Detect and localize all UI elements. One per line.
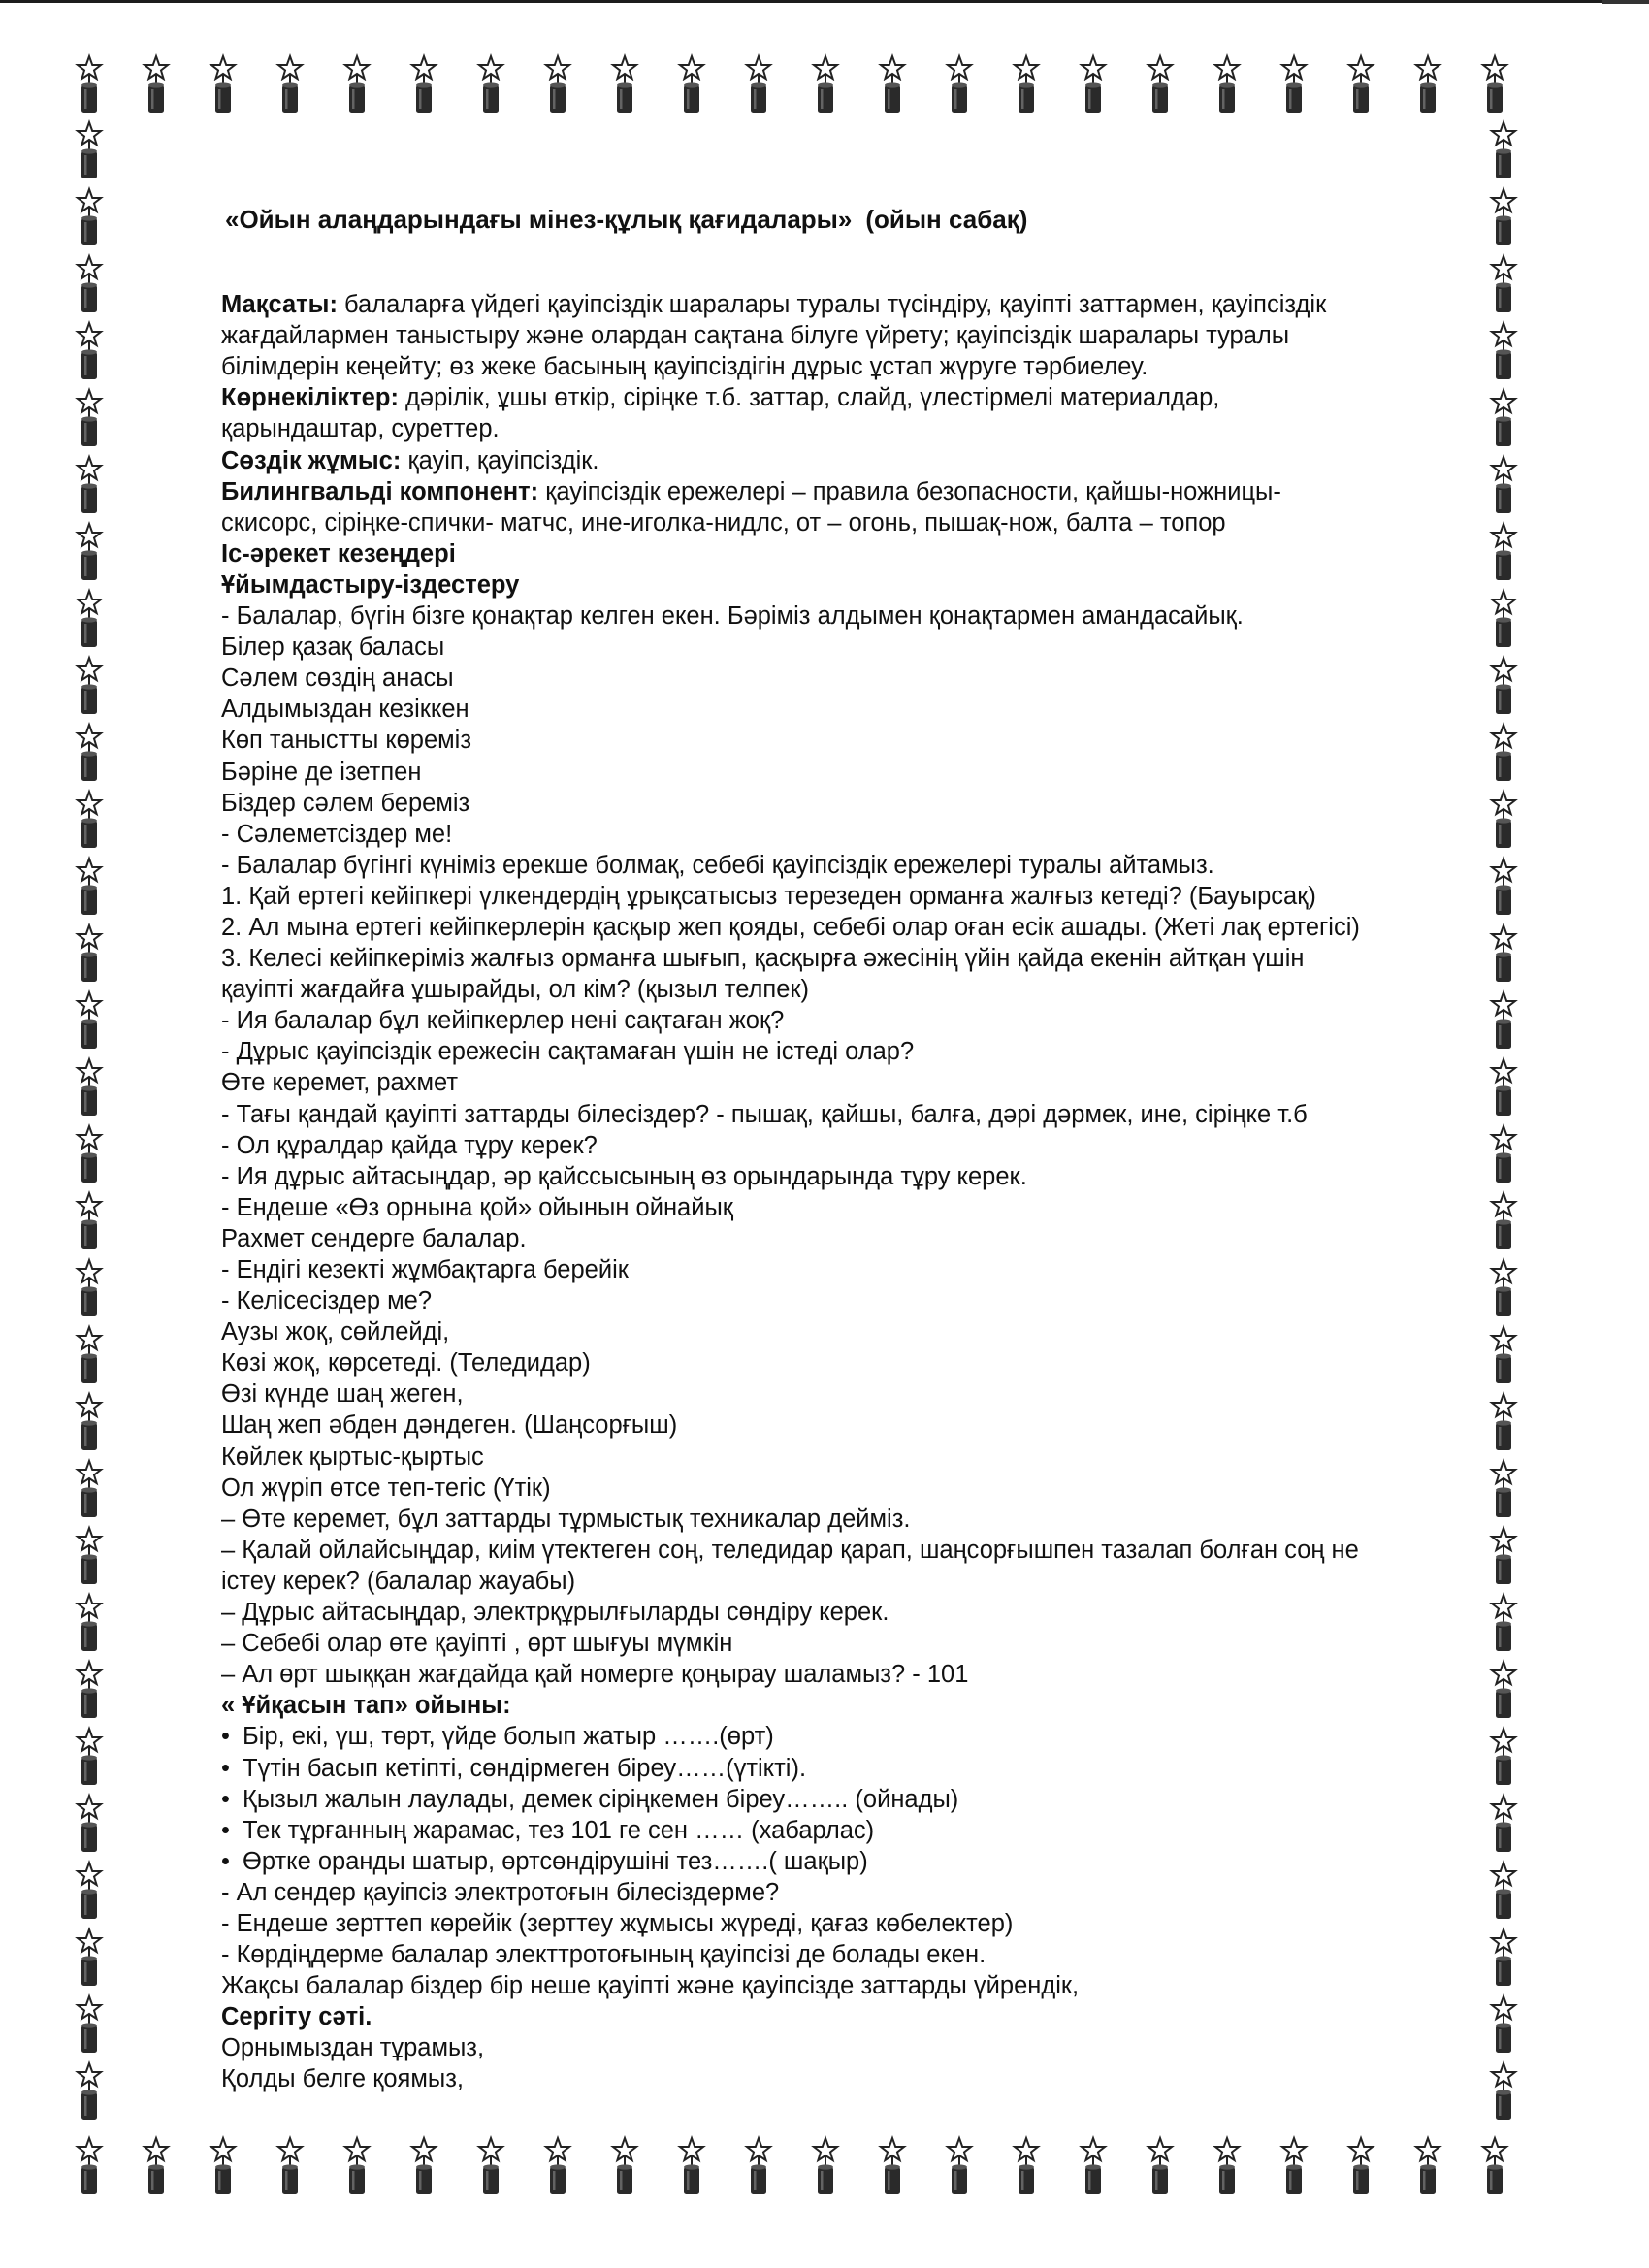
candle-star-icon bbox=[78, 1929, 101, 1986]
candle-star-icon bbox=[1492, 1996, 1515, 2053]
text-line: - Ендеше «Өз орнына қой» ойынын ойнайық bbox=[221, 1193, 733, 1221]
candle-star-icon bbox=[78, 1528, 101, 1584]
candle-star-icon bbox=[78, 2138, 101, 2194]
candle-star-icon bbox=[1492, 859, 1515, 915]
candle-star-icon bbox=[680, 56, 703, 113]
rhyme-list bbox=[221, 1721, 1482, 1876]
candle-star-icon bbox=[145, 2138, 168, 2194]
candle-star-icon bbox=[211, 56, 235, 113]
candle-star-icon bbox=[1492, 2063, 1515, 2120]
candle-star-icon bbox=[1282, 2138, 1306, 2194]
list-item-text: Бір, екі, үш, төрт, үйде болып жатыр …….(өрт) bbox=[242, 1723, 774, 1751]
candle-star-icon bbox=[1349, 56, 1373, 113]
text-line: Өзі күнде шаң жеген, bbox=[221, 1380, 464, 1409]
text-line: Біздер сәлем береміз bbox=[221, 789, 470, 817]
candle-star-icon bbox=[1492, 1193, 1515, 1249]
candle-star-icon bbox=[1483, 56, 1506, 113]
text-line: 2. Ал мына ертегі кейіпкерлерін қасқыр жеп қояды, себебі олар оған есік ашады. (Жеті лақ ертегісі) bbox=[221, 913, 1360, 941]
text-line: - Ол құралдар қайда тұру керек? bbox=[221, 1131, 598, 1159]
candle-star-icon bbox=[145, 56, 168, 113]
org-heading: Ұйымдастыру-іздестеру bbox=[221, 570, 520, 599]
candle-star-icon bbox=[1492, 725, 1515, 781]
candle-star-icon bbox=[1492, 925, 1515, 982]
candle-star-icon bbox=[1215, 2138, 1239, 2194]
text-line: Өте керемет, рахмет bbox=[221, 1069, 459, 1097]
aim-line-1: Мақсаты: балаларға үйдегі қауіпсіздік шаралары туралы түсіндіру, қауіпті заттармен, қауіпсіздік bbox=[221, 291, 1327, 319]
candle-star-icon bbox=[1492, 323, 1515, 379]
candle-star-icon bbox=[1416, 2138, 1439, 2194]
candle-star-icon bbox=[78, 992, 101, 1049]
candle-star-icon bbox=[78, 1729, 101, 1785]
candle-star-icon bbox=[78, 323, 101, 379]
candle-star-icon bbox=[1492, 1126, 1515, 1183]
dialogue-block-a bbox=[221, 600, 1482, 1690]
candle-star-icon bbox=[747, 56, 770, 113]
text-line: 3. Келесі кейіпкеріміз жалғыз орманға шығып, қасқырға әжесінің үйін қайда екенін айтқан үшін bbox=[221, 945, 1305, 973]
candle-star-icon bbox=[948, 56, 971, 113]
text-line: - Тағы қандай қауіпті заттарды білесіздер? - пышақ, қайшы, балға, дәрі дәрмек, ине, сіріңке т.б bbox=[221, 1100, 1308, 1128]
candle-star-icon bbox=[1492, 992, 1515, 1049]
bilingual-line-2: скисорс, сіріңке-спички- матчс, ине-иголка-нидлс, от – огонь, пышақ-нож, балта – топор bbox=[221, 508, 1226, 536]
candle-star-icon bbox=[1492, 1461, 1515, 1517]
list-item bbox=[221, 1721, 1482, 1752]
bilingual-label: Билингвальді компонент: bbox=[221, 477, 539, 505]
bilingual-line-1: Билингвальді компонент: қауіпсіздік ережелері – правила безопасности, қайшы-ножницы- bbox=[221, 477, 1281, 505]
candle-star-icon bbox=[613, 2138, 636, 2194]
candle-star-icon bbox=[747, 2138, 770, 2194]
candle-star-icon bbox=[814, 2138, 837, 2194]
candle-star-icon bbox=[78, 1394, 101, 1450]
list-item-text: Өртке оранды шатыр, өртсөндірушіні тез…….( шақыр) bbox=[242, 1847, 868, 1875]
text-line: Алдымыздан кезіккен bbox=[221, 696, 469, 724]
candle-star-icon bbox=[1082, 56, 1105, 113]
text-line: - Дұрыс қауіпсіздік ережесін сақтамаған үшін не істеді олар? bbox=[221, 1038, 915, 1066]
candle-star-icon bbox=[1282, 56, 1306, 113]
dialogue-block-c bbox=[221, 2032, 1482, 2094]
candle-star-icon bbox=[78, 1327, 101, 1383]
text-line: Жақсы балалар біздер бір неше қауіпті және қауіпсізде заттарды үйрендік, bbox=[221, 1972, 1080, 2000]
candle-star-icon bbox=[412, 2138, 436, 2194]
vocab-label: Сөздік жұмыс: bbox=[221, 446, 402, 474]
candle-star-icon bbox=[78, 524, 101, 580]
dialogue-block-b bbox=[221, 1877, 1482, 2001]
candle-star-icon bbox=[1082, 2138, 1105, 2194]
candle-star-icon bbox=[1492, 189, 1515, 245]
candle-star-icon bbox=[78, 591, 101, 647]
text-line: – Дұрыс айтасыңдар, электрқұрылғыларды сөндіру керек. bbox=[221, 1599, 889, 1627]
text-line: Рахмет сендерге балалар. bbox=[221, 1224, 527, 1252]
candle-star-icon bbox=[78, 2063, 101, 2120]
candle-star-icon bbox=[546, 2138, 569, 2194]
candle-star-icon bbox=[1492, 256, 1515, 312]
candle-star-icon bbox=[1483, 2138, 1506, 2194]
candle-star-icon bbox=[412, 56, 436, 113]
candle-star-icon bbox=[1492, 1929, 1515, 1986]
candle-star-icon bbox=[613, 56, 636, 113]
candle-star-icon bbox=[1492, 792, 1515, 848]
text-line: - Ия балалар бұл кейіпкерлер нені сақтаған жоқ? bbox=[221, 1007, 785, 1035]
candle-star-icon bbox=[1492, 1729, 1515, 1785]
candle-star-icon bbox=[78, 792, 101, 848]
candle-star-icon bbox=[1015, 2138, 1038, 2194]
text-line: - Сәлеметсіздер ме! bbox=[221, 820, 453, 848]
text-line: Орнымыздан тұрамыз, bbox=[221, 2034, 485, 2062]
candle-star-icon bbox=[78, 1461, 101, 1517]
candle-star-icon bbox=[948, 2138, 971, 2194]
candle-star-icon bbox=[78, 859, 101, 915]
list-item bbox=[221, 1753, 1482, 1784]
candle-star-icon bbox=[1492, 591, 1515, 647]
candle-star-icon bbox=[881, 56, 904, 113]
candle-star-icon bbox=[1492, 1662, 1515, 1718]
candle-star-icon bbox=[78, 1662, 101, 1718]
text-line: - Көрдіңдерме балалар электтротоғының қауіпсізі де болады екен. bbox=[221, 1941, 986, 1969]
text-line: Ол жүріп өтсе теп-тегіс (Үтік) bbox=[221, 1474, 551, 1502]
candle-star-icon bbox=[1492, 1327, 1515, 1383]
list-item-text: Тек тұрғанның жарамас, тез 101 ге сен …… (хабарлас) bbox=[242, 1816, 875, 1844]
text-line: - Ендігі кезекті жұмбақтарга берейік bbox=[221, 1256, 629, 1283]
candle-star-icon bbox=[78, 925, 101, 982]
candle-star-icon bbox=[1492, 524, 1515, 580]
game-heading: « Ұйқасын тап» ойыны: bbox=[221, 1692, 511, 1720]
text-line: Қолды белге қоямыз, bbox=[221, 2065, 464, 2093]
candle-star-icon bbox=[78, 56, 101, 113]
list-item-text: Түтін басып кетіпті, сөндірмеген біреу……(үтікті). bbox=[242, 1754, 807, 1782]
candle-star-icon bbox=[78, 1059, 101, 1116]
bullet-icon: • bbox=[221, 1754, 230, 1782]
candle-star-icon bbox=[1416, 56, 1439, 113]
text-line: Сәлем сөздің анасы bbox=[221, 664, 454, 693]
text-line: - Балалар, бүгін бізге қонақтар келген екен. Бәріміз алдымен қонақтармен амандасайық. bbox=[221, 602, 1244, 631]
candle-star-icon bbox=[1148, 56, 1172, 113]
visual-line-1: Көрнекіліктер: дәрілік, ұшы өткір, сіріңке т.б. заттар, слайд, үлестірмелі материалдар, bbox=[221, 384, 1220, 412]
text-line: қауіпті жағдайға ұшырайды, ол кім? (қызыл телпек) bbox=[221, 976, 810, 1004]
candle-star-icon bbox=[1492, 1796, 1515, 1852]
text-line: Аузы жоқ, сөйлейді, bbox=[221, 1318, 450, 1346]
stages-heading: Іс-әрекет кезеңдері bbox=[221, 539, 456, 567]
visual-line-2: қарындаштар, суреттер. bbox=[221, 415, 500, 443]
text-line: – Себебі олар өте қауіпті , өрт шығуы мүмкін bbox=[221, 1630, 733, 1658]
vocab-line: Сөздік жұмыс: қауіп, қауіпсіздік. bbox=[221, 446, 599, 474]
candle-star-icon bbox=[1492, 1863, 1515, 1919]
candle-star-icon bbox=[479, 56, 502, 113]
candle-star-icon bbox=[78, 256, 101, 312]
text-line: - Ия дұрыс айтасыңдар, әр қайссысының өз орындарында тұру керек. bbox=[221, 1162, 1027, 1190]
visual-label: Көрнекіліктер: bbox=[221, 384, 399, 412]
page-title bbox=[225, 204, 1482, 235]
text-line: - Келісесіздер ме? bbox=[221, 1287, 433, 1315]
text-line: Шаң жеп әбден дәндеген. (Шаңсорғыш) bbox=[221, 1411, 678, 1440]
text-line: 1. Қай ертегі кейіпкері үлкендердің ұрықсатысыз терезеден орманға жалғыз кетеді? (Бауырсақ) bbox=[221, 882, 1316, 910]
list-item bbox=[221, 1815, 1482, 1846]
text-line: – Өте керемет, бұл заттарды тұрмыстық техникалар дейміз. bbox=[221, 1505, 911, 1533]
text-line: - Ендеше зерттеп көрейік (зерттеу жұмысы жүреді, қағаз көбелектер) bbox=[221, 1909, 1014, 1937]
candle-star-icon bbox=[78, 1126, 101, 1183]
candle-star-icon bbox=[211, 2138, 235, 2194]
candle-star-icon bbox=[345, 2138, 369, 2194]
candle-star-icon bbox=[1349, 2138, 1373, 2194]
text-line: Көйлек қыртыс-қыртыс bbox=[221, 1442, 484, 1471]
candle-star-icon bbox=[814, 56, 837, 113]
candle-star-icon bbox=[1148, 2138, 1172, 2194]
text-line: – Ал өрт шыққан жағдайда қай номерге қоңырау шаламыз? - 101 bbox=[221, 1661, 969, 1689]
candle-star-icon bbox=[1492, 1260, 1515, 1316]
list-item bbox=[221, 1784, 1482, 1815]
exercise-heading: Сергіту сәті. bbox=[221, 2003, 372, 2031]
candle-star-icon bbox=[78, 1595, 101, 1651]
candle-star-icon bbox=[1492, 1528, 1515, 1584]
text-line: Көзі жоқ, көрсетеді. (Теледидар) bbox=[221, 1349, 591, 1377]
candle-star-icon bbox=[680, 2138, 703, 2194]
bullet-icon: • bbox=[221, 1723, 230, 1751]
title-sub: (ойын сабақ) bbox=[865, 205, 1028, 234]
list-item bbox=[221, 1846, 1482, 1877]
candle-star-icon bbox=[78, 658, 101, 714]
text-line: – Қалай ойлайсыңдар, киім үтектеген соң, теледидар қарап, шаңсорғышпен тазалап болған соң не bbox=[221, 1536, 1359, 1564]
text-line: - Ал сендер қауіпсіз электротоғын білесіздерме? bbox=[221, 1878, 780, 1906]
text-line: - Балалар бүгінгі күніміз ерекше болмақ, себебі қауіпсіздік ережелері туралы айтамыз. bbox=[221, 851, 1214, 879]
text-line: Бәріне де ізетпен bbox=[221, 758, 422, 786]
candle-star-icon bbox=[1492, 457, 1515, 513]
bullet-icon: • bbox=[221, 1816, 230, 1844]
candle-star-icon bbox=[1492, 658, 1515, 714]
text-line: істеу керек? (балалар жауабы) bbox=[221, 1567, 576, 1595]
candle-star-icon bbox=[78, 122, 101, 178]
list-item-text: Қызыл жалын лаулады, демек сіріңкемен біреу…….. (ойнады) bbox=[242, 1785, 959, 1813]
candle-star-icon bbox=[1215, 56, 1239, 113]
candle-star-icon bbox=[78, 1260, 101, 1316]
candle-star-icon bbox=[1492, 390, 1515, 446]
candle-star-icon bbox=[78, 457, 101, 513]
aim-label: Мақсаты: bbox=[221, 291, 338, 319]
candle-star-icon bbox=[546, 56, 569, 113]
candle-star-icon bbox=[1492, 1394, 1515, 1450]
candle-star-icon bbox=[345, 56, 369, 113]
candle-star-icon bbox=[479, 2138, 502, 2194]
candle-star-icon bbox=[1492, 1059, 1515, 1116]
candle-star-icon bbox=[1492, 1595, 1515, 1651]
candle-star-icon bbox=[1492, 122, 1515, 178]
title-main: «Ойын алаңдарындағы мінез-құлық қағидалары» bbox=[225, 205, 853, 234]
bullet-icon: • bbox=[221, 1847, 230, 1875]
text-line: Көп таныстты көреміз bbox=[221, 727, 472, 755]
candle-star-icon bbox=[78, 1796, 101, 1852]
candle-star-icon bbox=[78, 1193, 101, 1249]
candle-star-icon bbox=[78, 725, 101, 781]
text-line: Білер қазақ баласы bbox=[221, 633, 445, 662]
aim-line-3: білімдерін кеңейту; өз жеке басының қауіпсіздігін дұрыс ұстап жүруге тәрбиелеу. bbox=[221, 353, 1148, 381]
candle-star-icon bbox=[1015, 56, 1038, 113]
candle-star-icon bbox=[278, 56, 302, 113]
candle-star-icon bbox=[78, 1863, 101, 1919]
candle-star-icon bbox=[881, 2138, 904, 2194]
aim-line-2: жағдайлармен таныстыру және олардан сақтана білуге үйрету; қауіпсіздік шаралары туралы bbox=[221, 322, 1290, 350]
lesson-document bbox=[221, 204, 1482, 2095]
candle-star-icon bbox=[78, 189, 101, 245]
candle-star-icon bbox=[278, 2138, 302, 2194]
candle-star-icon bbox=[78, 390, 101, 446]
candle-star-icon bbox=[78, 1996, 101, 2053]
bullet-icon: • bbox=[221, 1785, 230, 1813]
